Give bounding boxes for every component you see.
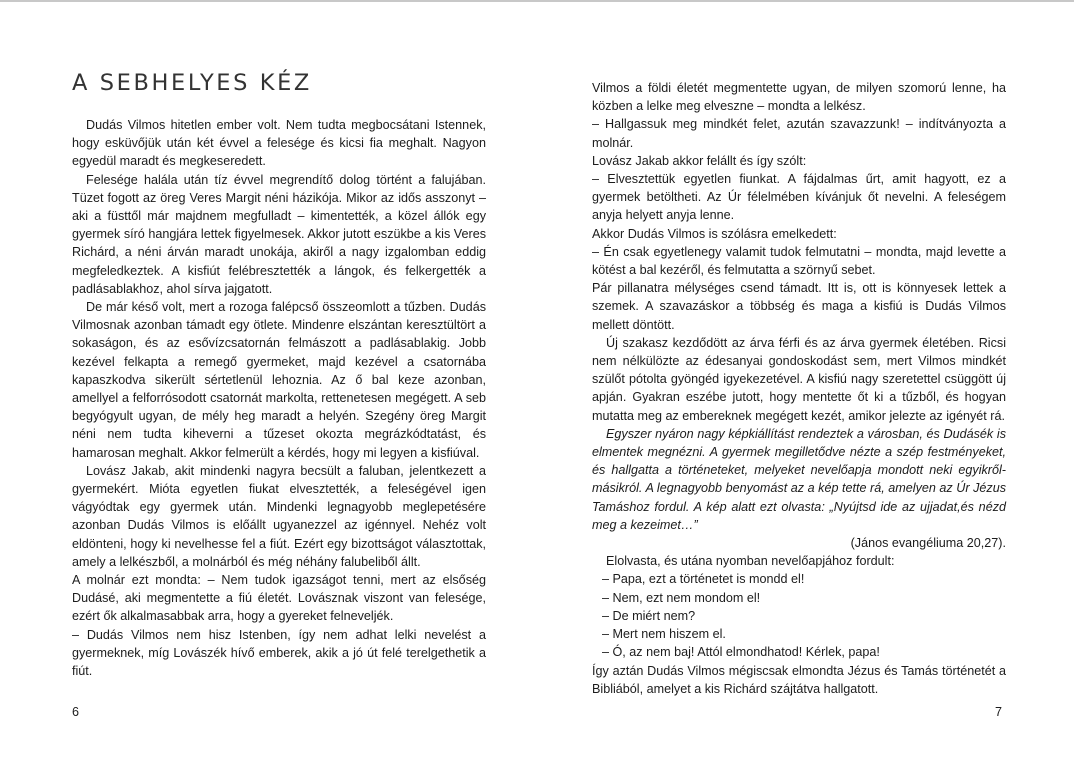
page-number-right: 7 [995,705,1003,719]
paragraph: – Hallgassuk meg mindkét felet, azután szavazzunk! – indítványozta a molnár. [592,117,1006,150]
paragraph: De már késő volt, mert a rozoga falépcső összeomlott a tűzben. Dudás Vilmosnak azonban támadt egy ötlete. Mindenre elszántan keresztültört a sokaságon, és az esővízcsatornán felmászott a padlásablakig. Jobb kezével felkapta a remegő gyermeket, majd kezével a csatornába kapaszkodva sikerült sértetlenül lehoznia. Az ő bal keze azonban, amellyel a felforrósodott csatornát markolta, rettenetesen megégett. A seb begyógyult ugyan, de mély heg maradt a helyén. Szegény öreg Margit néni nem tudta kiheverni a tűzeset okozta megrázkódtatást, és hamarosan meghalt. Akkor felmerült a kérdés, hogy mi legyen a kisfiúval. [72,300,486,460]
paragraph: – Elvesztettük egyetlen fiunkat. A fájdalmas űrt, amit hagyott, ez a gyermek betöltheti. Az Úr félelmében kívánjuk őt nevelni. A feleségem anyja helyett anyja lenne. [592,172,1006,223]
paragraph: Felesége halála után tíz évvel megrendítő dolog történt a falujában. Tüzet fogott az öreg Veres Margit néni házikója. Mikor az idős asszonyt – aki a füsttől már majdnem megfulladt – kimentették, a közel állók egy gyermek síró hangjára lettek figyelmesek. Akkor jutott eszükbe a kis Veres Richárd, a néni árván maradt unokája, akiről a nagy izgalomban eddig megfeledkeztek. A kisfiút felébresztették a lángok, és felkergették a padlásablakhoz, ahol sírva jajgatott. [72,172,486,296]
paragraph: – Dudás Vilmos nem hisz Istenben, így nem adhat lelki nevelést a gyermeknek, míg Lovászék hívő emberek, akik a jó út felé terelgethetik a fiút. [72,627,486,679]
paragraph: Elolvasta, és utána nyomban nevelőapjához fordult: [606,554,895,569]
paragraph: – Én csak egyetlenegy valamit tudok felmutatni – mondta, majd levette a kötést a bal kezéről, és felmutatta a szörnyű sebet. [592,244,1006,278]
paragraph: Új szakasz kezdődött az árva férfi és az árva gyermek életében. Ricsi nem nélkülözte az édesanyai gondoskodást sem, mert Vilmos mindkét szülőt pótolta gyöngéd igyekezetével. A kisfiú nagy szeretettel csüggött új apján. Gyakran eszébe jutott, hogy mentette őt ki a tűzből, és hogyan mutatta meg az embereknek megégett kezét, amikor jelezte az igényét rá. [592,335,1006,423]
paragraph: Vilmos a földi életét megmentette ugyan, de milyen szomorú lenne, ha közben a lelke meg elveszne – mondta a lelkész. [592,81,1006,114]
paragraph: (János evangéliuma 20,27). [850,536,1006,551]
paragraph: Dudás Vilmos hitetlen ember volt. Nem tudta megbocsátani Istennek, hogy esküvőjük után két évvel a felesége és kicsi fia meghalt. Nagyon egyedül maradt és megkeseredett. [72,118,486,169]
right-page [537,0,1074,764]
right-page-text [592,79,1006,698]
paragraph: A molnár ezt mondta: – Nem tudok igazságot tenni, mert az elsőség Dudásé, aki megmentette a fiú életét. Lovásznak viszont van felesége, ezért ők alkalmasabbak arra, hogy a gyereket felneveljék. [72,573,486,624]
paragraph: Lovász Jakab akkor felállt és így szólt: [592,153,807,168]
paragraph: Akkor Dudás Vilmos is szólásra emelkedett: [592,226,837,241]
paragraph: – De miért nem? [602,608,696,623]
chapter-title: A SEBHELYES KÉZ [72,70,312,96]
paragraph: – Mert nem hiszem el. [602,627,726,642]
paragraph: Egyszer nyáron nagy képkiállítást rendeztek a városban, és Dudásék is elmentek megnézni. A gyermek megilletődve nézte a szép festményeket, és hallgatta a történeteket, melyeket nevelőapja mondott neki egyikről-másikról. A legnagyobb benyomást az a kép tette rá, amelyen az Úr Jézus Tamáshoz fordul. A kép alatt ezt olvasta: „Nyújtsd ide az ujjadat,és nézd meg a kezeimet…” [592,426,1006,532]
paragraph: Így aztán Dudás Vilmos mégiscsak elmondta Jézus és Tamás történetét a Bibliából, amelyet a kis Richárd szájtátva hallgatott. [592,663,1006,696]
paragraph: Lovász Jakab, akit mindenki nagyra becsült a faluban, jelentkezett a gyermekért. Mióta egyetlen fiukat elvesztették, a feleségével igen vágyódtak egy gyermek után. Mindenki legnagyobb meglepetésére azonban Dudás Vilmos is előállt ugyanezzel az igénnyel. Nehéz volt eldönteni, hogy ki nevelhesse fel a fiút. Ezért egy bizottságot választottak, amely a lelkészből, a molnárból és még néhány falubeliből állt. [72,463,486,569]
paragraph: Pár pillanatra mélységes csend támadt. Itt is, ott is könnyesek lettek a szemek. A szavazáskor a többség és maga a kisfiú is Dudás Vilmos mellett döntött. [592,281,1006,332]
page-number-left: 6 [72,705,80,719]
left-page-text [72,116,486,680]
paragraph: – Nem, ezt nem mondom el! [602,590,761,605]
paragraph: – Ó, az nem baj! Attól elmondhatod! Kérlek, papa! [602,645,880,660]
paragraph: – Papa, ezt a történetet is mondd el! [602,572,805,587]
